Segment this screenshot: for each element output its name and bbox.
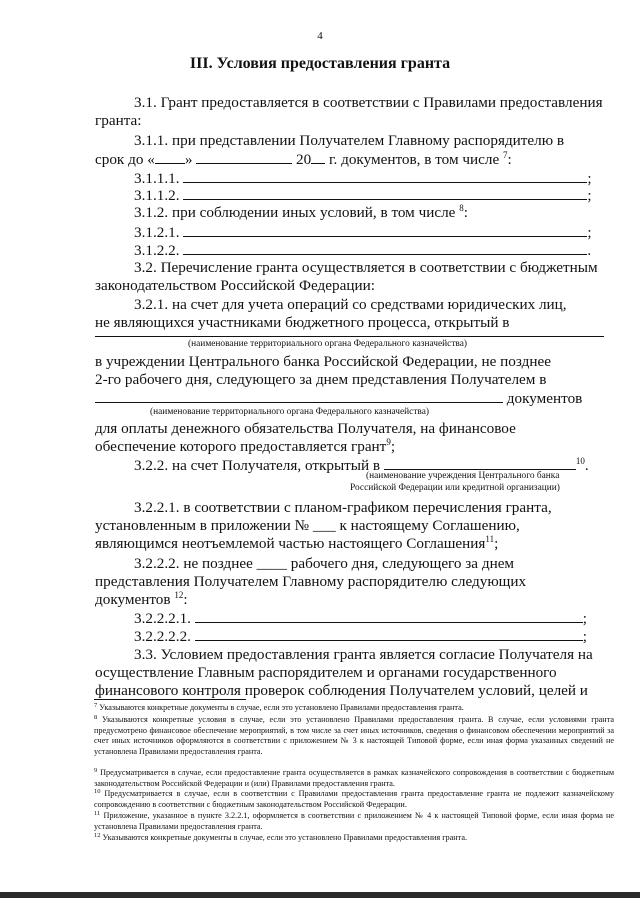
- paragraph-3-2-1-line5: [95, 389, 582, 408]
- paragraph-3-2-2-2-line2: представления Получателем Главному распорядителю следующих: [95, 573, 527, 590]
- item-end: .: [587, 242, 592, 259]
- item-number: 3.2.2.2.1.: [134, 610, 191, 627]
- footnote-text: Приложение, указанное в пункте 3.2.2.1, оформляется в соответствии с приложением № 4 к настоящей Типовой форме, если иная форма не установлена Правилами предоставления гранта.: [94, 811, 615, 831]
- footnote-ref-8: 8: [459, 203, 464, 213]
- footnote-ref-12: 12: [174, 590, 184, 600]
- scan-edge-bar: [0, 892, 640, 898]
- paragraph-3-2-line1: 3.2. Перечисление гранта осуществляется в соответствии с бюджетным: [134, 259, 598, 276]
- footnote-number: 9: [94, 767, 98, 774]
- footnote-text: Предусматривается в случае, если в соответствии с Правилами предоставления гранта предоставление гранта не подлежит казначейскому сопровождению в соответствии с бюджетным законодательством Российской Федерации.: [94, 789, 614, 809]
- blank-line: [183, 186, 587, 200]
- footnote-9: [94, 768, 614, 789]
- paragraph-text: 3.2.2. на счет Получателя, открытый в: [134, 457, 381, 474]
- item-number: 3.1.2.2.: [134, 242, 180, 259]
- item-end: .: [584, 457, 589, 474]
- footnote-11: [94, 811, 614, 832]
- paragraph-3-1-line1: 3.1. Грант предоставляется в соответствии с Правилами предоставления: [134, 94, 603, 111]
- footnote-ref-11: 11: [485, 534, 495, 544]
- item-3-1-2-2: [134, 241, 591, 260]
- month-blank: [196, 150, 292, 164]
- term-quote: »: [184, 151, 193, 168]
- paragraph-text: являющимся неотъемлемой частью настоящего Соглашения: [95, 535, 486, 552]
- item-3-1-1-2: [134, 186, 592, 205]
- documents-label: г. документов, в том числе: [329, 151, 500, 168]
- paragraph-3-1-1-line2: [95, 150, 512, 169]
- colon: :: [507, 151, 512, 168]
- day-blank: [155, 150, 185, 164]
- paragraph-3-2-1-line1: 3.2.1. на счет для учета операций со средствами юридических лиц,: [134, 296, 567, 313]
- paragraph-3-2-1-line3: в учреждении Центрального банка Российской Федерации, не позднее: [95, 353, 551, 370]
- blank-line-treasury-2: [95, 389, 503, 403]
- item-end: ;: [587, 224, 592, 241]
- paragraph-3-3-line1: 3.3. Условием предоставления гранта является согласие Получателя на: [134, 646, 593, 663]
- caption-treasury-2: (наименование территориального органа Федерального казначейства): [150, 407, 430, 417]
- footnote-number: 10: [94, 788, 101, 795]
- page-number: 4: [317, 30, 323, 42]
- paragraph-text: 3.1.2. при соблюдении иных условий, в том числе: [134, 204, 456, 221]
- footnote-ref-10: 10: [575, 456, 585, 466]
- paragraph-3-2-2-1-line1: 3.2.2.1. в соответствии с планом-графиком перечисления гранта,: [134, 499, 552, 516]
- blank-line: [183, 223, 587, 237]
- caption-bank-line1: (наименование учреждения Центрального банка: [366, 471, 560, 481]
- footnote-number: 11: [94, 810, 101, 817]
- blank-line: [195, 609, 583, 623]
- colon: :: [463, 204, 468, 221]
- paragraph-3-2-1-line4: 2-го рабочего дня, следующего за днем представления Получателем в: [95, 371, 547, 388]
- footnote-text: Указываются конкретные документы в случае, если это установлено Правилами предоставления гранта.: [99, 703, 464, 712]
- footnote-ref-7: 7: [503, 150, 508, 160]
- colon: :: [183, 591, 188, 608]
- paragraph-3-2-2-1-line3: [95, 535, 498, 553]
- footnote-text: Указываются конкретные условия в случае, если это установлено Правилами предоставления гранта. В случае, если условиями гранта предусмотрено финансовое обеспечение мероприятий, в том числе за счет иных источников, сведения о финансовом обеспечении мероприятий за счет иных источников оформляются в соответствии с приложением № 3 к настоящей Типовой форме, если иная форма указанных сведений не установлена Правилами предоставления гранта.: [94, 715, 615, 756]
- paragraph-3-2-2-2-line3: [95, 591, 188, 609]
- paragraph-text: документов: [95, 591, 171, 608]
- caption-treasury-1: (наименование территориального органа Федерального казначейства): [188, 339, 468, 349]
- item-end: ;: [582, 610, 587, 627]
- paragraph-3-2-2-1-line2: установленным в приложении № ___ к настоящему Соглашению,: [95, 517, 520, 534]
- footnote-number: 8: [94, 714, 98, 721]
- footnote-text: Предусматривается в случае, если предоставление гранта осуществляется в рамках казначейского сопровождения в соответствии с бюджетным законодательством Российской Федерации и (или) Правилами предоставления гранта.: [94, 768, 615, 788]
- footnote-ref-9: 9: [386, 437, 391, 447]
- section-title: III. Условия предоставления гранта: [189, 55, 451, 72]
- item-number: 3.2.2.2.2.: [134, 628, 191, 645]
- paragraph-3-2-1-line6: для оплаты денежного обязательства Получателя, на финансовое: [95, 420, 516, 437]
- blank-line: [183, 241, 587, 255]
- footnote-number: 7: [94, 702, 98, 709]
- caption-bank-line2: Российской Федерации или кредитной организации): [350, 483, 560, 493]
- item-end: ;: [582, 628, 587, 645]
- item-3-1-2-1: [134, 223, 592, 242]
- item-end: ;: [587, 170, 592, 187]
- paragraph-3-2-1-line7: [95, 438, 395, 456]
- semicolon: ;: [390, 438, 396, 455]
- term-label: срок до «: [95, 151, 155, 168]
- paragraph-3-3-line2: осуществление Главным распорядителем и органами государственного: [95, 664, 557, 681]
- footnote-12: [94, 833, 614, 844]
- blank-line: [195, 627, 583, 641]
- item-number: 3.1.1.2.: [134, 187, 180, 204]
- documents-word: документов: [506, 390, 583, 407]
- footnote-separator: [94, 699, 246, 700]
- paragraph-3-2-line2: законодательством Российской Федерации:: [95, 277, 375, 294]
- item-3-2-2-2-1: [134, 609, 587, 628]
- item-number: 3.1.1.1.: [134, 170, 180, 187]
- paragraph-3-2-1-line2: не являющихся участниками бюджетного процесса, открытый в: [95, 314, 510, 331]
- blank-line-bank: [384, 456, 576, 470]
- footnote-number: 12: [94, 832, 101, 839]
- item-number: 3.1.2.1.: [134, 224, 180, 241]
- year-blank: [311, 150, 325, 164]
- footnote-7: [94, 703, 614, 714]
- paragraph-3-1-line2: гранта:: [95, 112, 142, 129]
- year-prefix: 20: [296, 151, 312, 168]
- blank-line: [183, 169, 587, 183]
- paragraph-3-1-2: [134, 204, 468, 222]
- item-3-2-2-2-2: [134, 627, 587, 646]
- semicolon: ;: [494, 535, 499, 552]
- footnote-8: [94, 715, 614, 757]
- paragraph-3-3-line3: финансового контроля проверок соблюдения Получателем условий, целей и: [95, 682, 588, 699]
- blank-line-treasury-1: [95, 336, 604, 337]
- footnote-10: [94, 789, 614, 810]
- footnote-text: Указываются конкретные документы в случае, если это установлено Правилами предоставления гранта.: [102, 833, 468, 842]
- paragraph-3-2-2-2-line1: 3.2.2.2. не позднее ____ рабочего дня, следующего за днем: [134, 555, 515, 572]
- paragraph-3-1-1-line1: 3.1.1. при представлении Получателем Главному распорядителю в: [134, 132, 565, 149]
- item-end: ;: [587, 187, 592, 204]
- paragraph-text: обеспечение которого предоставляется грант: [95, 438, 387, 455]
